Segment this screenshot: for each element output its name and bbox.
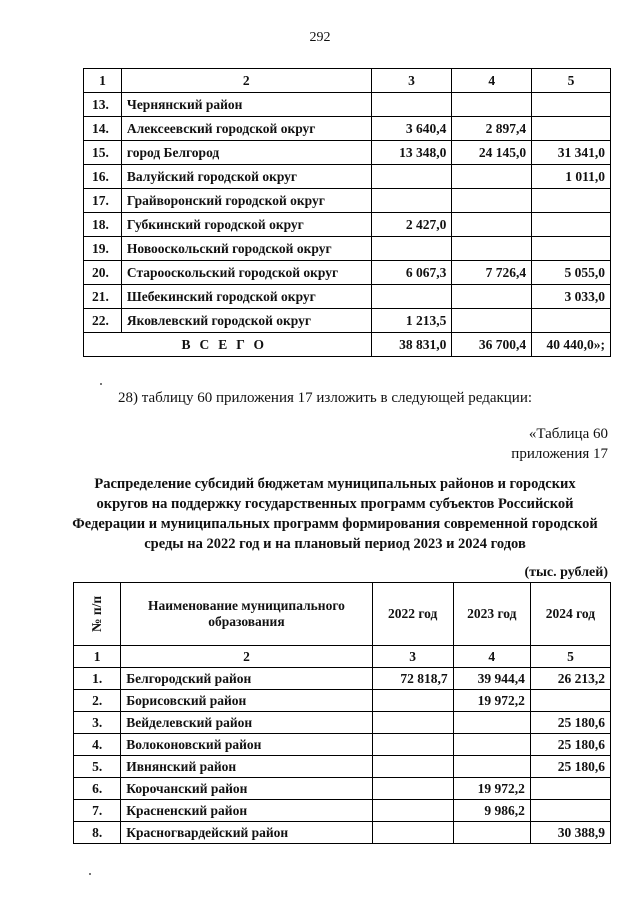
row-value-col3: 1 213,5: [371, 309, 452, 333]
scan-mark: [89, 873, 91, 875]
row-number: 7.: [74, 800, 121, 822]
row-number: 17.: [84, 189, 122, 213]
row-number: 15.: [84, 141, 122, 165]
amendment-paragraph: 28) таблицу 60 приложения 17 изложить в следующей редакции:: [118, 390, 533, 406]
row-value-col3: 13 348,0: [371, 141, 452, 165]
header-cell: 2: [121, 69, 371, 93]
row-value-col5: [532, 117, 611, 141]
row-value-col5: 1 011,0: [532, 165, 611, 189]
row-value-col5: [530, 778, 610, 800]
row-name: Новооскольский городской округ: [121, 237, 371, 261]
row-value-col5: 25 180,6: [530, 756, 610, 778]
table-row: [84, 189, 611, 213]
table-row: [84, 213, 611, 237]
header-cell: 1: [84, 69, 122, 93]
header-num: [74, 583, 121, 646]
table-header-row: [74, 583, 611, 646]
row-value-col3: [371, 189, 452, 213]
row-value-col3: [372, 712, 453, 734]
row-name: Красненский район: [121, 800, 372, 822]
total-label: ВСЕГО: [84, 333, 372, 357]
row-value-col5: 31 341,0: [532, 141, 611, 165]
row-name: Ивнянский район: [121, 756, 372, 778]
row-value-col5: [532, 189, 611, 213]
row-name: Грайворонский городской округ: [121, 189, 371, 213]
row-number: 14.: [84, 117, 122, 141]
table-total-row: [84, 333, 611, 357]
row-value-col5: [530, 690, 610, 712]
table-row: [84, 117, 611, 141]
row-value-col3: 3 640,4: [371, 117, 452, 141]
table-row: [84, 141, 611, 165]
table-row: [84, 309, 611, 333]
row-value-col4: [452, 285, 532, 309]
scan-mark: [100, 383, 102, 385]
row-number: 3.: [74, 712, 121, 734]
index-cell: 3: [372, 646, 453, 668]
row-number: 18.: [84, 213, 122, 237]
row-value-col5: [532, 93, 611, 117]
row-value-col3: 6 067,3: [371, 261, 452, 285]
row-value-col3: [372, 822, 453, 844]
row-value-col4: [452, 165, 532, 189]
header-2024: 2024 год: [530, 583, 610, 646]
row-value-col3: [371, 93, 452, 117]
row-value-col3: 2 427,0: [371, 213, 452, 237]
table-row: [74, 778, 611, 800]
header-cell: 5: [532, 69, 611, 93]
row-name: Красногвардейский район: [121, 822, 372, 844]
header-num-text: № п/п: [89, 595, 105, 633]
table-heading: Распределение субсидий бюджетам муниципальных районов и городских округов на поддержку государственных программ субъектов Российской Федерации и муниципальных программ формирования современной городской среды на 2022 год и на плановый период 2023 и 2024 годов: [72, 476, 598, 552]
row-number: 2.: [74, 690, 121, 712]
table-continuation: [83, 68, 611, 357]
header-cell: 3: [371, 69, 452, 93]
row-name: Старооскольский городской округ: [121, 261, 371, 285]
row-name: Чернянский район: [121, 93, 371, 117]
row-value-col5: [532, 237, 611, 261]
row-number: 22.: [84, 309, 122, 333]
row-value-col3: [372, 690, 453, 712]
index-cell: 4: [453, 646, 530, 668]
row-name: Белгородский район: [121, 668, 372, 690]
total-value-col3: 38 831,0: [371, 333, 452, 357]
row-value-col3: [372, 734, 453, 756]
row-value-col4: [453, 734, 530, 756]
table-index-row: [74, 646, 611, 668]
header-name: Наименование муниципального образования: [121, 583, 372, 646]
row-value-col4: [453, 712, 530, 734]
row-number: 5.: [74, 756, 121, 778]
row-value-col4: [453, 756, 530, 778]
row-number: 21.: [84, 285, 122, 309]
row-value-col4: [452, 309, 532, 333]
row-name: Шебекинский городской округ: [121, 285, 371, 309]
table-reference: [511, 424, 608, 464]
row-value-col5: 26 213,2: [530, 668, 610, 690]
table-row: [84, 237, 611, 261]
row-number: 1.: [74, 668, 121, 690]
header-2022: 2022 год: [372, 583, 453, 646]
row-value-col4: 7 726,4: [452, 261, 532, 285]
table-row: [84, 93, 611, 117]
row-value-col4: [452, 189, 532, 213]
table-reference-line: «Таблица 60: [528, 426, 608, 442]
row-value-col4: 39 944,4: [453, 668, 530, 690]
row-value-col5: [532, 213, 611, 237]
row-value-col4: [452, 213, 532, 237]
subsidy-table: [73, 582, 611, 844]
total-value-col4: 36 700,4: [452, 333, 532, 357]
row-number: 13.: [84, 93, 122, 117]
row-value-col4: 2 897,4: [452, 117, 532, 141]
table-row: [84, 165, 611, 189]
row-name: Корочанский район: [121, 778, 372, 800]
row-value-col3: [372, 800, 453, 822]
table-row: [74, 756, 611, 778]
table-row: [84, 261, 611, 285]
table-row: [74, 690, 611, 712]
row-value-col3: 72 818,7: [372, 668, 453, 690]
row-value-col4: [453, 822, 530, 844]
index-cell: 1: [74, 646, 121, 668]
row-value-col4: 19 972,2: [453, 690, 530, 712]
row-number: 8.: [74, 822, 121, 844]
row-value-col4: 9 986,2: [453, 800, 530, 822]
header-2023: 2023 год: [453, 583, 530, 646]
row-name: Вейделевский район: [121, 712, 372, 734]
row-number: 4.: [74, 734, 121, 756]
table-row: [74, 712, 611, 734]
row-number: 6.: [74, 778, 121, 800]
row-value-col5: 25 180,6: [530, 712, 610, 734]
row-name: Борисовский район: [121, 690, 372, 712]
row-value-col5: 25 180,6: [530, 734, 610, 756]
row-value-col5: [532, 309, 611, 333]
row-value-col3: [372, 778, 453, 800]
row-number: 16.: [84, 165, 122, 189]
row-value-col4: [452, 237, 532, 261]
row-name: город Белгород: [121, 141, 371, 165]
row-name: Алексеевский городской округ: [121, 117, 371, 141]
row-value-col5: 30 388,9: [530, 822, 610, 844]
index-cell: 2: [121, 646, 372, 668]
row-value-col4: 19 972,2: [453, 778, 530, 800]
page-number: 292: [309, 30, 331, 45]
table-row: [84, 285, 611, 309]
row-name: Губкинский городской округ: [121, 213, 371, 237]
row-value-col3: [371, 165, 452, 189]
table-row: [74, 668, 611, 690]
row-value-col4: 24 145,0: [452, 141, 532, 165]
total-value-col5: 40 440,0»;: [532, 333, 611, 357]
table-header-row: [84, 69, 611, 93]
table-row: [74, 822, 611, 844]
index-cell: 5: [530, 646, 610, 668]
header-cell: 4: [452, 69, 532, 93]
row-value-col3: [371, 237, 452, 261]
table-row: [74, 800, 611, 822]
row-name: Валуйский городской округ: [121, 165, 371, 189]
row-value-col5: [530, 800, 610, 822]
row-value-col3: [372, 756, 453, 778]
row-value-col3: [371, 285, 452, 309]
row-number: 19.: [84, 237, 122, 261]
units-label: (тыс. рублей): [524, 565, 608, 580]
row-value-col5: 5 055,0: [532, 261, 611, 285]
row-value-col5: 3 033,0: [532, 285, 611, 309]
row-number: 20.: [84, 261, 122, 285]
row-name: Яковлевский городской округ: [121, 309, 371, 333]
row-value-col4: [452, 93, 532, 117]
table-reference-line: приложения 17: [511, 446, 608, 462]
row-name: Волоконовский район: [121, 734, 372, 756]
table-row: [74, 734, 611, 756]
